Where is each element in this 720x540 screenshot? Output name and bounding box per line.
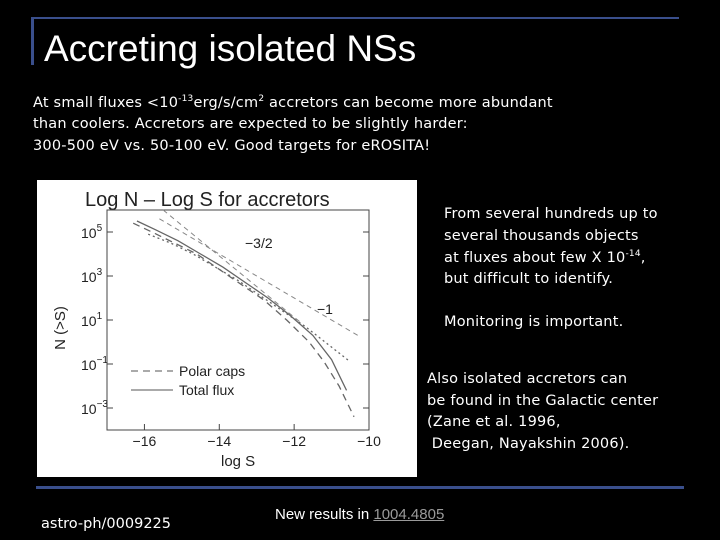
footer-accent-line — [36, 486, 684, 489]
side-text-1-line-1: From several hundreds up to — [444, 206, 658, 222]
x-tick-label: −14 — [207, 433, 232, 449]
y-tick-label: $10^{-1}$ — [81, 355, 108, 373]
new-results-text: New results in — [275, 506, 374, 523]
slope-label-3-2: −3/2 — [245, 235, 273, 251]
side-text-exponent: -14 — [625, 249, 641, 259]
arxiv-reference: astro-ph/0009225 — [41, 516, 171, 532]
y-tick-label: $10^{-3}$ — [81, 399, 108, 417]
intro-line-3: 300-500 eV vs. 50-100 eV. Good targets for eROSITA! — [33, 138, 431, 154]
intro-line-2: than coolers. Accretors are expected to be slightly harder: — [33, 116, 468, 132]
x-axis-ticks — [133, 424, 382, 449]
legend-label-polar-caps: Polar caps — [179, 363, 246, 379]
data-series — [133, 221, 354, 417]
side-text-1-line-3-text: at fluxes about few X 10 — [444, 250, 626, 266]
y-axis-label: N (>S) — [52, 306, 69, 350]
legend-label-total-flux: Total flux — [179, 382, 235, 398]
plot-frame — [107, 210, 369, 430]
intro-unit-exponent: 2 — [258, 94, 265, 104]
chart-svg — [37, 180, 417, 477]
intro-line-1-text: At small fluxes <10 — [33, 95, 179, 111]
side-text-2: Monitoring is important. — [444, 314, 624, 330]
side-text-3-line-1: Also isolated accretors can — [427, 371, 628, 387]
y-tick-label: $10^5$ — [81, 223, 103, 241]
new-results-note — [275, 506, 444, 523]
title-accent-bar — [31, 17, 34, 65]
intro-line-1 — [33, 94, 553, 111]
y-tick-label: $10^3$ — [81, 267, 103, 285]
series-line — [133, 223, 354, 417]
x-tick-label: −12 — [282, 433, 307, 449]
y-tick-label: $10^1$ — [81, 311, 103, 329]
logn-logs-plot — [37, 180, 417, 477]
intro-exponent: -13 — [178, 94, 194, 104]
x-axis-label: log S — [221, 453, 256, 470]
reference-slope-line — [163, 210, 301, 323]
side-text-3-line-4: Deegan, Nayakshin 2006). — [427, 436, 630, 452]
series-line — [148, 234, 350, 362]
slide-title: Accreting isolated NSs — [44, 28, 417, 69]
intro-unit: erg/s/cm — [193, 95, 259, 111]
side-text-3-line-3: (Zane et al. 1996, — [427, 414, 561, 430]
side-text-1-line-3 — [444, 249, 646, 266]
intro-line-1-end: accretors can become more abundant — [264, 95, 553, 111]
new-results-link[interactable]: 1004.4805 — [373, 506, 445, 523]
chart-title: Log N – Log S for accretors — [85, 189, 330, 211]
slope-label-1: −1 — [317, 301, 333, 317]
title-accent-line — [31, 17, 679, 19]
side-text-1-line-3-end: , — [640, 250, 646, 266]
side-text-3-line-2: be found in the Galactic center — [427, 393, 659, 409]
chart-legend — [131, 363, 245, 398]
side-text-1-line-4: but difficult to identify. — [444, 271, 614, 287]
x-tick-label: −10 — [357, 433, 381, 449]
x-tick-label: −16 — [132, 433, 157, 449]
side-text-1-line-2: several thousands objects — [444, 228, 639, 244]
